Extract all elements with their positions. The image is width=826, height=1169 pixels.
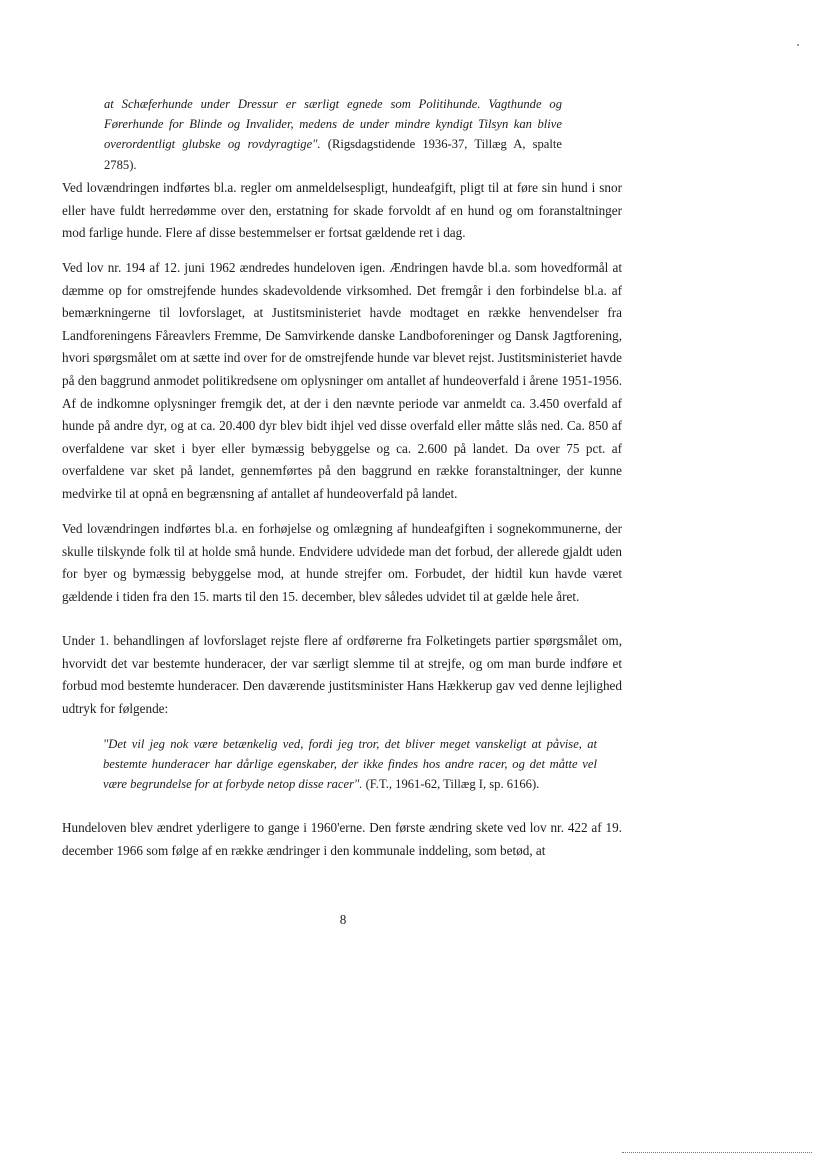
quote-citation: (F.T., 1961-62, Tillæg I, sp. 6166). [362,777,540,792]
quote-text: "Det vil jeg nok være betænkelig ved, fordi jeg tror, det bliver meget vanskeligt at påvise, at bestemte hunderacer har dårlige egenskaber, der ikke findes hos andre racer, og det måtte vel være begrundelse for at forbyde netop disse racer". [103,737,597,792]
body-paragraph: Ved lov nr. 194 af 12. juni 1962 ændredes hundeloven igen. Ændringen havde bl.a. som hovedformål at dæmme op for omstrejfende hundes skadevoldende virksomhed. Det fremgår i den forbindelse bl.a. af bemærkningerne til lovforslaget, at Justitsministeriet havde modtaget en række henvendelser fra Landforeningens Fåreavlers Fremme, De Samvirkende danske Landboforeninger og Dansk Jagtforening, hvori spørgsmålet om at sætte ind over for de omstrejfende hunde var blevet rejst. Justitsministeriet havde på den baggrund anmodet politikredsene om oplysninger om antallet af hundeoverfald i årene 1951-1956. Af de indkomne oplysninger fremgik det, at der i den nævnte periode var anmeldt ca. 3.450 overfald af hunde på andre dyr, og at ca. 20.400 dyr blev bidt ihjel ved disse overfald eller måtte slås ned. Ca. 850 af overfaldene var sket i byer eller bymæssig bebyggelse og ca. 2.600 på landet. Da over 75 pct. af overfaldene var sket på landet, gennemførtes på den baggrund en række foranstaltninger, der kunne medvirke til at opnå en begrænsning af antallet af hundeoverfald på landet. [62,260,622,501]
quote-citation: (Rigsdagstidende 1936-37, Tillæg A, spalte 2785). [104,137,562,172]
body-paragraph: Ved lovændringen indførtes bl.a. regler om anmeldelsespligt, hundeafgift, pligt til at føre sin hund i snor eller have fuldt herredømme over den, erstatning for skade forvoldt af en hund og om foranstaltninger mod farlige hunde. Flere af disse bestemmelser er fortsat gældende ret i dag. [62,180,622,241]
quote-text: at Schæferhunde under Dressur er særligt egnede som Politihunde. Vagthunde og Førerhunde for Blinde og Invalider, medens de under mindre kyndigt Tilsyn kan blive overordentligt glubske og rovdyragtige". [104,97,562,152]
scan-artifact [797,44,799,46]
body-paragraph: Hundeloven blev ændret yderligere to gange i 1960'erne. Den første ændring skete ved lov nr. 422 af 19. december 1966 som følge af en række ændringer i den kommunale inddeling, som betød, at [62,820,622,858]
quote-block [103,734,597,795]
body-paragraph: Ved lovændringen indførtes bl.a. en forhøjelse og omlægning af hundeafgiften i sognekommunerne, der skulle tilskynde folk til at holde små hunde. Endvidere udvidede man det forbud, der allerede gjaldt uden for byer og bymæssig bebyggelse mod, at hunde strejfer om. Forbudet, der hidtil kun havde været gældende i tiden fra den 15. marts til den 15. december, blev således udvidet til at gælde hele året. [62,521,622,604]
scan-artifact [622,1152,812,1155]
body-paragraph: Under 1. behandlingen af lovforslaget rejste flere af ordførerne fra Folketingets partier spørgsmålet om, hvorvidt det var bestemte hunderacer, der var særligt slemme til at strejfe, og om man burde indføre et forbud mod bestemte hunderacer. Den daværende justitsminister Hans Hækkerup gav ved denne lejlighed udtryk for følgende: [62,633,622,716]
quote-block [104,94,562,175]
page-number: 8 [339,912,347,927]
